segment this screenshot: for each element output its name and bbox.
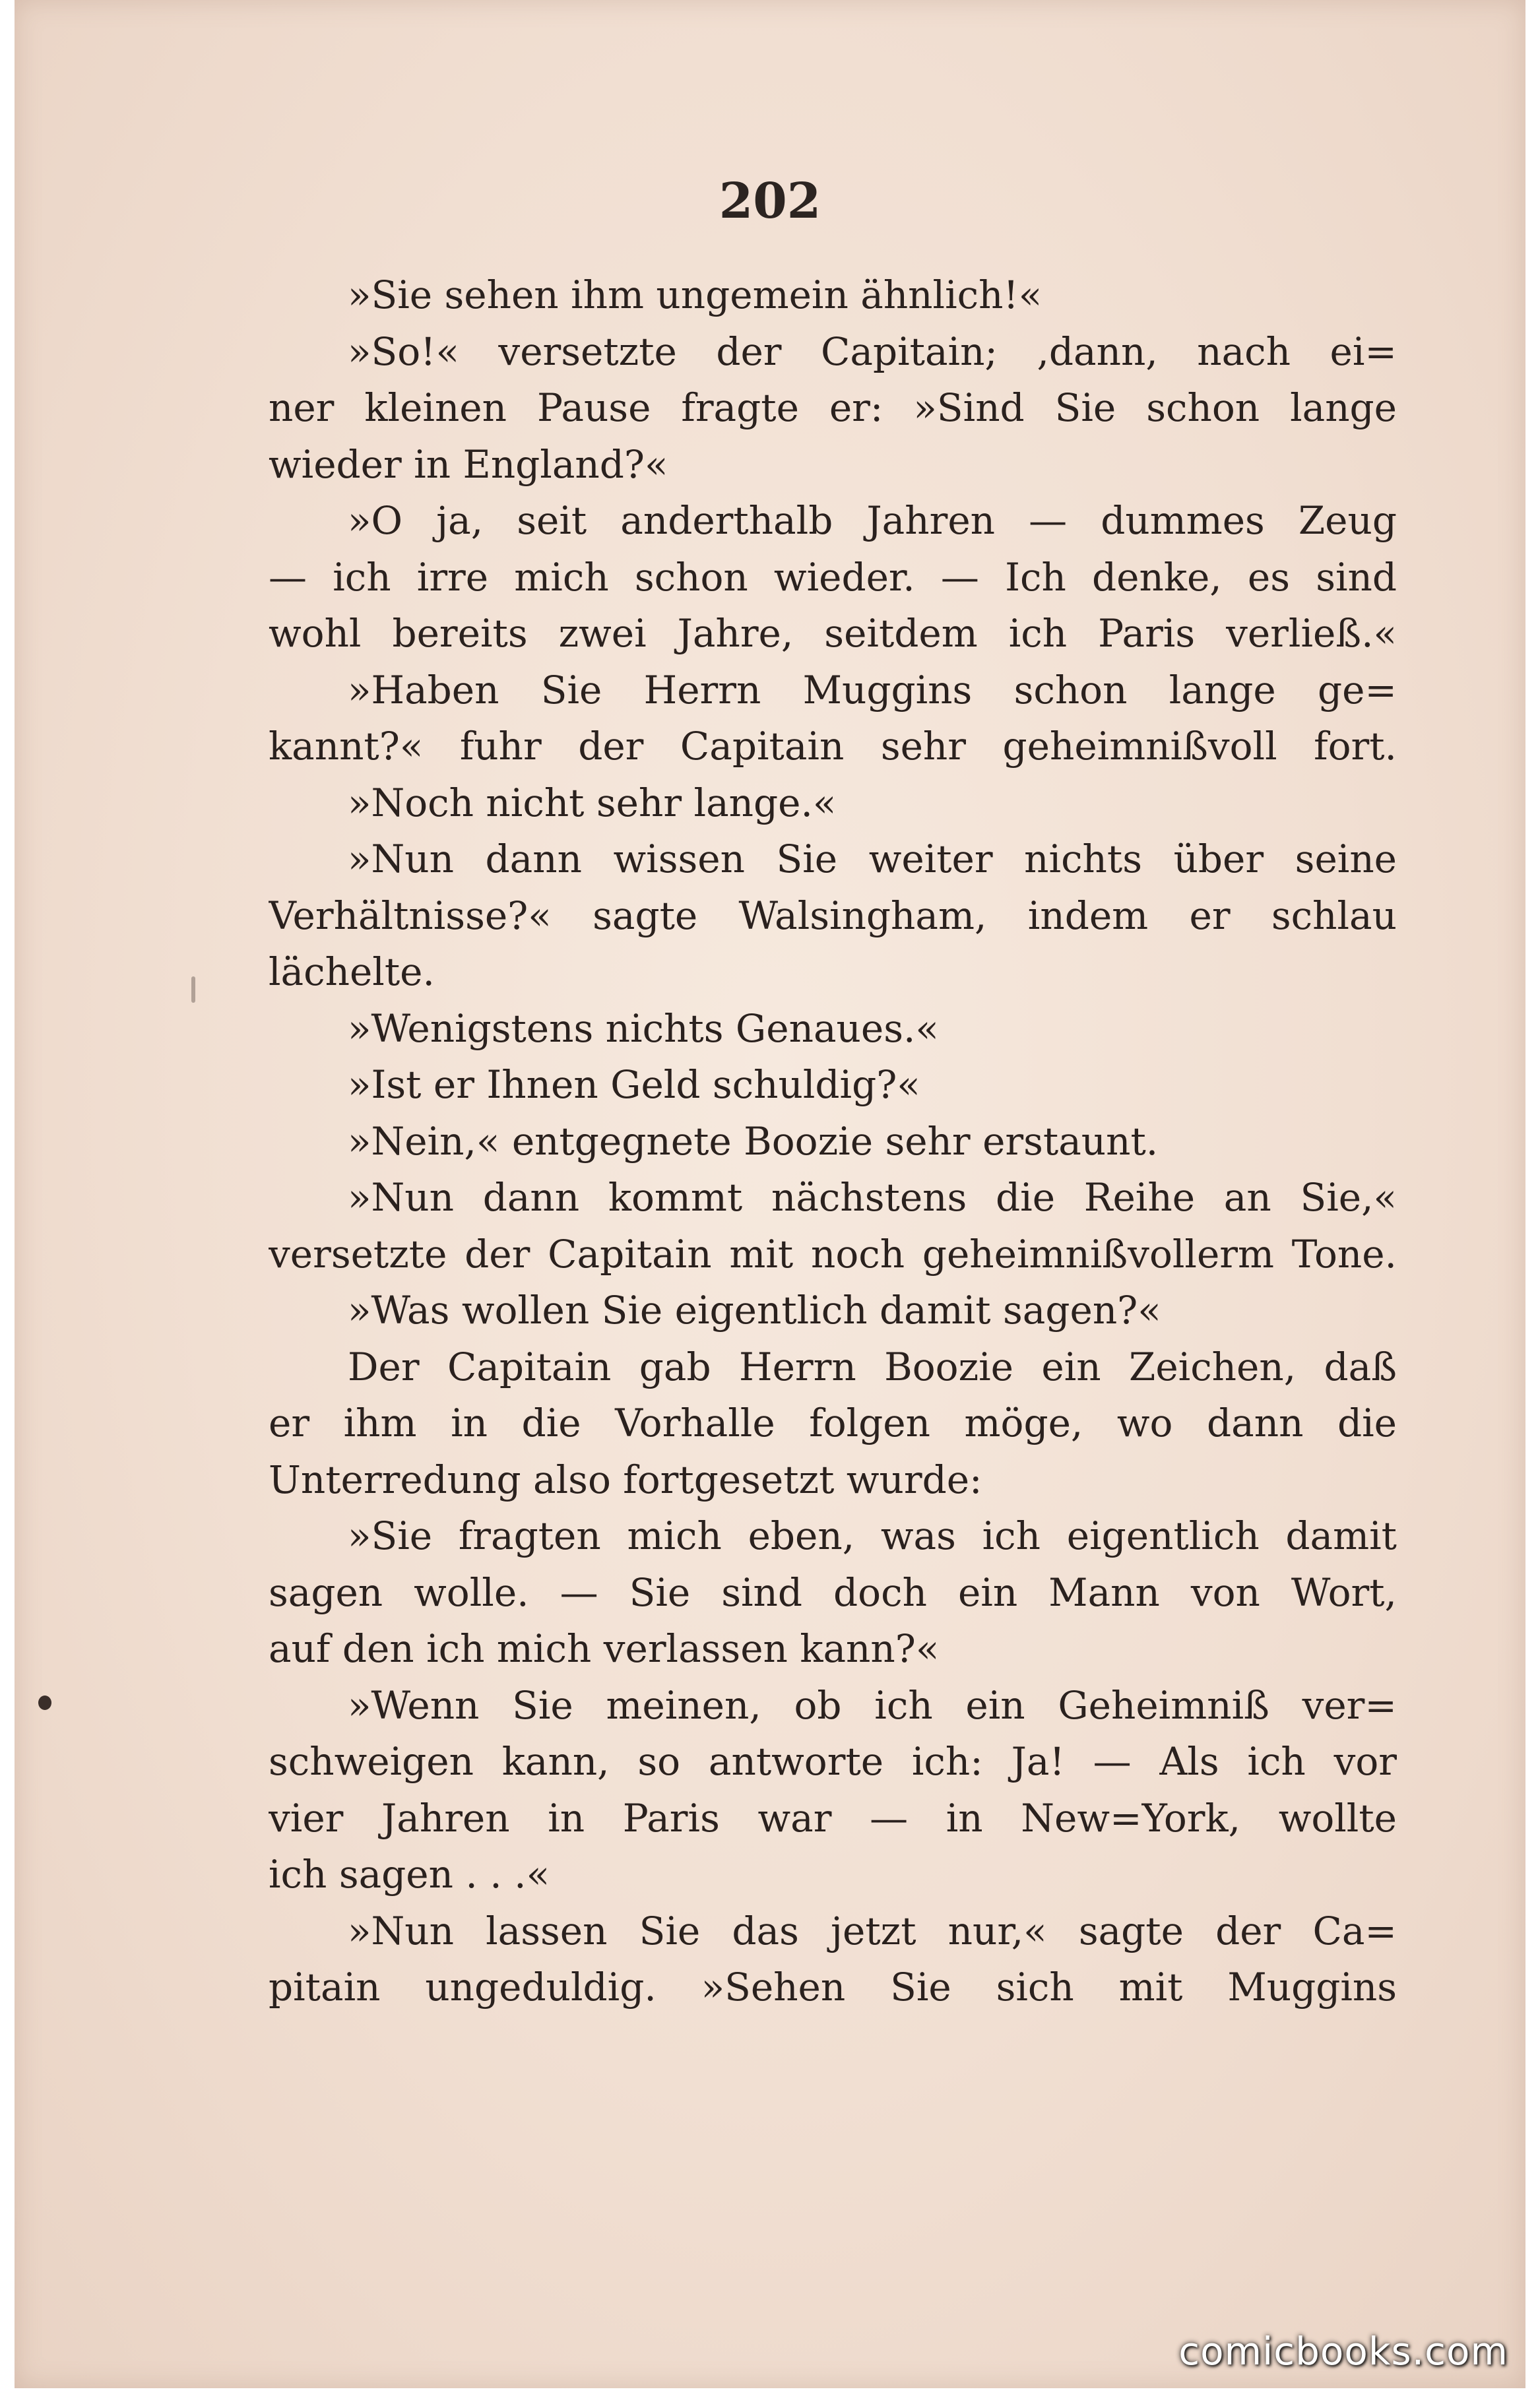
page-number: 202 bbox=[719, 173, 821, 230]
ink-spot bbox=[191, 976, 195, 1003]
ink-spot bbox=[38, 1695, 51, 1710]
book-page bbox=[15, 0, 1525, 2388]
text-line: »Noch nicht sehr lange.« bbox=[348, 780, 837, 825]
text-line: versetzte der Capitain mit noch geheimnißvollerm Tone. bbox=[269, 1231, 1397, 1277]
text-line: sagen wolle. — Sie sind doch ein Mann von Wort, bbox=[269, 1569, 1397, 1615]
text-line: pitain ungeduldig. »Sehen Sie sich mit Muggins bbox=[269, 1965, 1397, 2010]
text-line: ner kleinen Pause fragte er: »Sind Sie schon lange bbox=[269, 385, 1397, 430]
text-line: — ich irre mich schon wieder. — Ich denke, es sind bbox=[269, 554, 1397, 600]
text-line: wohl bereits zwei Jahre, seitdem ich Paris verließ.« bbox=[269, 611, 1397, 656]
text-line: »Ist er Ihnen Geld schuldig?« bbox=[348, 1062, 920, 1107]
text-line: Verhältnisse?« sagte Walsingham, indem er schlau bbox=[269, 893, 1397, 938]
text-line: »Sie fragten mich eben, was ich eigentlich damit bbox=[348, 1513, 1397, 1558]
text-line: Unterredung also fortgesetzt wurde: bbox=[269, 1457, 982, 1502]
body-text bbox=[269, 267, 1397, 2016]
text-line: »Nun lassen Sie das jetzt nur,« sagte der Ca= bbox=[348, 1908, 1397, 1953]
watermark: comicbooks.com bbox=[1178, 2329, 1508, 2374]
text-line: lächelte. bbox=[269, 949, 435, 994]
text-line: er ihm in die Vorhalle folgen möge, wo dann die bbox=[269, 1401, 1397, 1445]
text-line: schweigen kann, so antworte ich: Ja! — Als ich vor bbox=[269, 1739, 1397, 1784]
text-line: »O ja, seit anderthalb Jahren — dummes Zeug bbox=[348, 498, 1397, 543]
text-line: »Nun dann kommt nächstens die Reihe an Sie,« bbox=[348, 1175, 1397, 1220]
text-line: »Wenigstens nichts Genaues.« bbox=[348, 1005, 939, 1051]
text-line: »Sie sehen ihm ungemein ähnlich!« bbox=[348, 272, 1043, 317]
text-line: wieder in England?« bbox=[269, 441, 668, 487]
text-line: »Haben Sie Herrn Muggins schon lange ge= bbox=[348, 667, 1397, 713]
text-line: ich sagen . . .« bbox=[269, 1852, 550, 1897]
text-line: auf den ich mich verlassen kann?« bbox=[269, 1626, 940, 1671]
text-line: vier Jahren in Paris war — in New=York, wollte bbox=[269, 1795, 1397, 1841]
text-line: »So!« versetzte der Capitain; ,dann, nach ei= bbox=[348, 329, 1397, 374]
text-line: »Nun dann wissen Sie weiter nichts über seine bbox=[348, 837, 1397, 881]
text-line: »Was wollen Sie eigentlich damit sagen?« bbox=[348, 1288, 1161, 1333]
text-line: Der Capitain gab Herrn Boozie ein Zeichen, daß bbox=[348, 1344, 1397, 1389]
text-line: »Nein,« entgegnete Boozie sehr erstaunt. bbox=[348, 1118, 1159, 1164]
text-line: »Wenn Sie meinen, ob ich ein Geheimniß ver= bbox=[348, 1682, 1397, 1728]
text-line: kannt?« fuhr der Capitain sehr geheimnißvoll fort. bbox=[269, 724, 1397, 769]
